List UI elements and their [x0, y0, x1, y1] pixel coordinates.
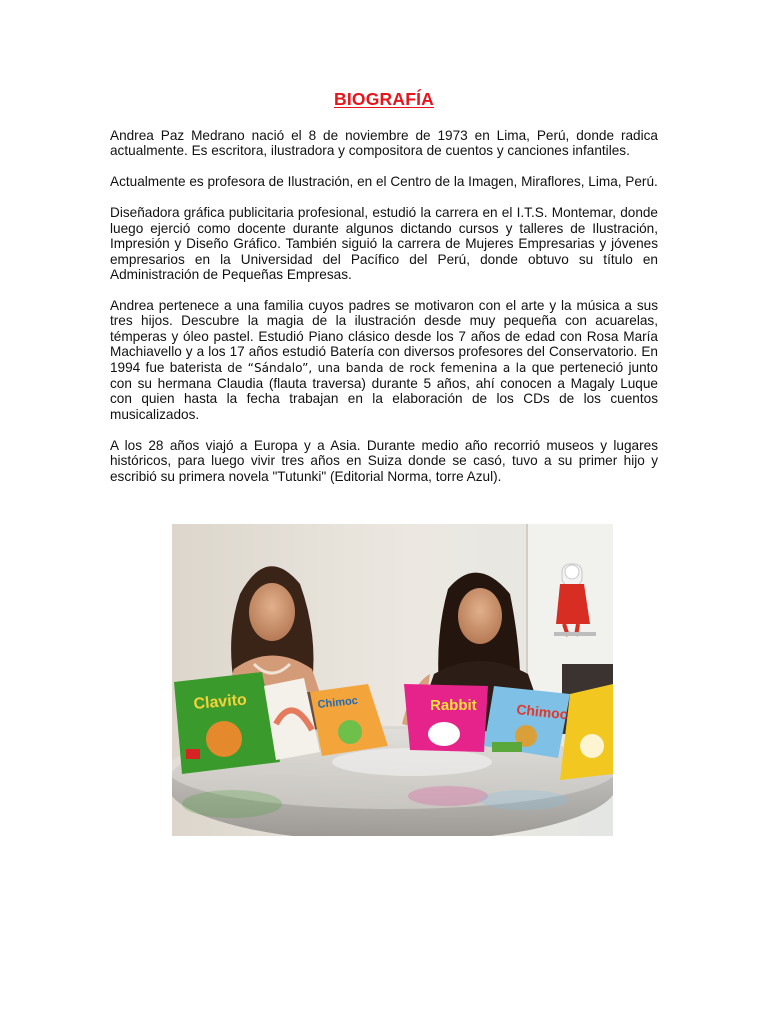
paragraph-designer: Diseñadora gráfica publicitaria profesional, estudió la carrera en el I.T.S. Montemar, donde luego ejerció como docente durante algunos dictando cursos y talleres de Ilustración, Impresión y Diseño Gráfico. También siguió la carrera de Mujeres Empresarias y jóvenes empresarios en la Universidad del Pacífico del Perú, donde obtuvo su título en Administración de Pequeñas Empresas.	[110, 205, 658, 283]
book-cover-clavito	[174, 672, 280, 774]
page-title: BIOGRAFÍA	[334, 89, 434, 109]
svg-text:Chimoc: Chimoc	[317, 694, 359, 711]
book-cover-rabbit	[404, 684, 488, 752]
biography-text	[110, 128, 658, 500]
author-photo	[172, 524, 613, 836]
paragraph-teacher: Actualmente es profesora de Ilustración, en el Centro de la Imagen, Miraflores, Lima, Perú.	[110, 174, 658, 190]
paragraph-travel: A los 28 años viajó a Europa y a Asia. Durante medio año recorrió museos y lugares históricos, para luego vivir tres años en Suiza donde se casó, tuvo a su primer hijo y escribió su primera novela "Tutunki" (Editorial Norma, torre Azul).	[110, 437, 658, 484]
paragraph-birth: Andrea Paz Medrano nació el 8 de noviembre de 1973 en Lima, Perú, donde radica actualmente. Es escritora, ilustradora y compositora de cuentos y canciones infantiles.	[110, 128, 658, 159]
svg-text:Chimoc: Chimoc	[515, 701, 569, 723]
svg-text:Clavito: Clavito	[192, 691, 248, 713]
paragraph-music-sandalo: de “Sándalo”, una banda de rock femenina a la	[227, 360, 527, 375]
book-cover-chimoc-right	[484, 686, 570, 758]
paragraph-music-part1: Andrea pertenece a una familia cuyos padres se motivaron con el arte y la música a sus tres hijos. Descubre la magia de la ilustración desde muy pequeña con acuarelas, témperas y óleo pastel. Estudió Piano clásico desde los 7 años de edad con Rosa María Machiavello y a los 17 años estudió Batería con diversos profesores del Conservatorio. En 1994 fue baterista	[110, 298, 658, 375]
paragraph-music-part2: que perteneció junto con su hermana Claudia (flauta traversa) durante 5 años, ahí conocen a Magaly Luque con quien hasta la fecha trabajan en la elaboración de los CDs de los cuentos musicalizados.	[110, 359, 658, 422]
paragraph-music	[110, 298, 658, 422]
svg-text:Rabbit: Rabbit	[430, 697, 477, 714]
